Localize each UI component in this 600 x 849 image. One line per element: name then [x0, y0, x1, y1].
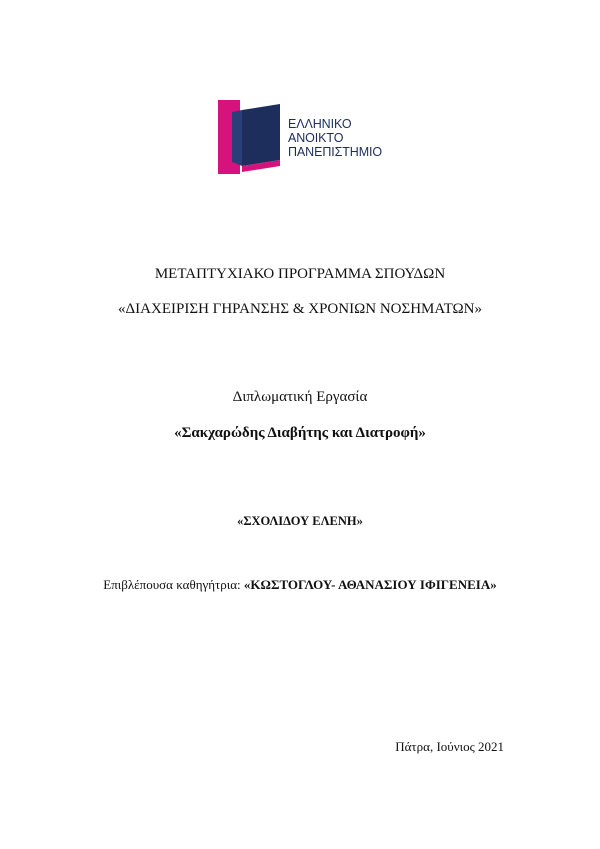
program-name: ΜΕΤΑΠΤΥΧΙΑΚΟ ΠΡΟΓΡΑΜΜΑ ΣΠΟΥΔΩΝ	[154, 266, 446, 282]
logo-line-3: ΠΑΝΕΠΙΣΤΗΜΙΟ	[288, 145, 383, 159]
logo-wordmark	[288, 117, 382, 159]
open-book-logo-icon	[218, 100, 284, 174]
university-logo	[218, 100, 408, 174]
thesis-title: «Σακχαρώδης Διαβήτης και Διατροφή»	[174, 425, 426, 441]
supervisor-label: Επιβλέπουσα καθηγήτρια:	[103, 577, 244, 592]
logo-line-2: ΑΝΟΙΚΤΟ	[288, 131, 344, 145]
author-name: «ΣΧΟΛΙΔΟΥ ΕΛΕΝΗ»	[237, 514, 363, 528]
place-date: Πάτρα, Ιούνιος 2021	[395, 739, 504, 754]
logo-line-1: ΕΛΛΗΝΙΚΟ	[288, 117, 352, 131]
document-type: Διπλωματική Εργασία	[232, 389, 368, 405]
supervisor-line	[0, 577, 600, 593]
program-title: «ΔΙΑΧΕΙΡΙΣΗ ΓΗΡΑΝΣΗΣ & ΧΡΟΝΙΩΝ ΝΟΣΗΜΑΤΩΝ»	[118, 301, 482, 317]
supervisor-name: «ΚΩΣΤΟΓΛΟΥ- ΑΘΑΝΑΣΙΟΥ ΙΦΙΓΕΝΕΙΑ»	[243, 577, 497, 592]
